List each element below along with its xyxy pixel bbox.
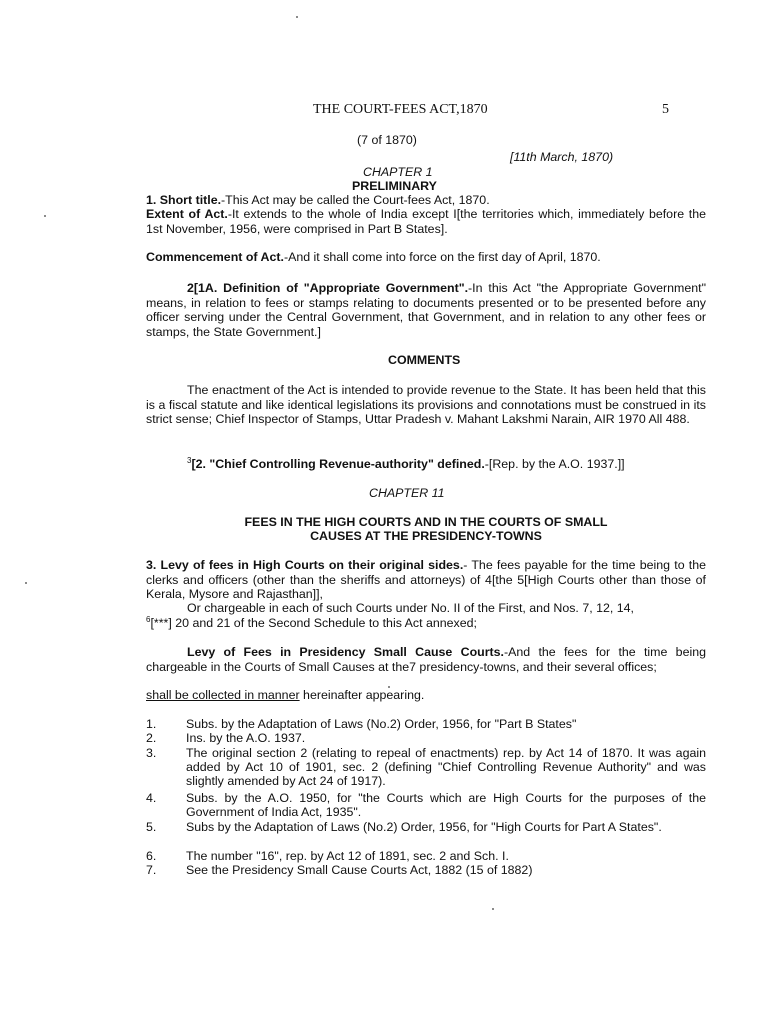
footnote-ref: 6 [146, 614, 151, 624]
section-1 [146, 193, 706, 208]
levy-paragraph [146, 645, 706, 674]
section-3-para2 [146, 601, 706, 630]
collection-underlined: shall be collected in manner [146, 688, 300, 702]
section-1a-heading: 2[1A. Definition of "Appropriate Government". [187, 281, 469, 295]
section-3-para2-a: Or chargeable in each of such Courts under No. II of the First, and Nos. 7, 12, 14, [187, 601, 634, 615]
comments-heading: COMMENTS [388, 353, 461, 367]
footnote-number: 1. [146, 717, 157, 731]
footnote-number: 3. [146, 746, 157, 760]
comments-text: The enactment of the Act is intended to provide revenue to the State. It has been held that this is a fiscal statute and like identical legislations its provisions and connotations must be construed in its strict sense; Chief Inspector of Stamps, Uttar Pradesh v. Mahant Lakshmi Narain, AIR 1970 All 488. [146, 383, 706, 427]
running-title: THE COURT-FEES ACT,1870 [313, 102, 488, 117]
chapter-2-label: CHAPTER 11 [369, 486, 445, 500]
section-heading: 1. Short title. [146, 193, 222, 207]
footnote-number: 7. [146, 863, 157, 877]
footnote-text: Subs by the Adaptation of Laws (No.2) Order, 1956, for "High Courts for Part A States". [186, 820, 662, 834]
footnote-text: Ins. by the A.O. 1937. [186, 731, 306, 745]
footnote-text: The original section 2 (relating to repeal of enactments) rep. by Act 14 of 1870. It was again added by Act 10 of 1901, sec. 2 (defining "Chief Controlling Revenue Authority" and was slightly amended by Act 24 of 1917). [186, 746, 706, 789]
section-text: -This Act may be called the Court-fees Act, 1870. [221, 193, 490, 207]
footnote-number: 5. [146, 820, 157, 834]
act-number: (7 of 1870) [357, 133, 417, 147]
footnote-number: 6. [146, 849, 157, 863]
collection-clause [146, 688, 706, 703]
commencement-text: -And it shall come into force on the first day of April, 1870. [283, 250, 601, 264]
footnote-number: 4. [146, 791, 157, 805]
collection-rest: hereinafter appearing. [299, 688, 425, 702]
chapter-title: PRELIMINARY [352, 179, 437, 193]
extent-paragraph [146, 207, 706, 236]
footnote-text: See the Presidency Small Cause Courts Act, 1882 (15 of 1882) [186, 863, 533, 877]
footnote-text: Subs. by the Adaptation of Laws (No.2) Order, 1956, for "Part B States" [186, 717, 577, 731]
chapter-label: CHAPTER 1 [363, 165, 433, 179]
chapter-2-title-line2: CAUSES AT THE PRESIDENCY-TOWNS [310, 529, 542, 543]
scan-speck [44, 215, 46, 217]
section-3 [146, 558, 706, 602]
footnote-text: The number "16", rep. by Act 12 of 1891, sec. 2 and Sch. I. [186, 849, 509, 863]
section-1a-text: -In this Act "the Appropriate Government" means, in relation to fees or stamps relating to documents presented or to be presented before any officer serving under the Central Government, that Government, and in relation to any other fees or stamps, the State Government.] [146, 281, 706, 339]
scan-speck [492, 908, 494, 910]
section-3-heading: 3. Levy of fees in High Courts on their original sides. [146, 558, 464, 572]
extent-heading: Extent of Act. [146, 207, 228, 221]
scan-speck [25, 582, 27, 584]
scan-speck [296, 16, 298, 18]
section-2-text: -[Rep. by the A.O. 1937.]] [484, 457, 625, 471]
footnote-ref: 3 [187, 455, 192, 465]
levy-heading: Levy of Fees in Presidency Small Cause Courts. [187, 645, 504, 659]
commencement-paragraph [146, 250, 706, 265]
extent-text: -It extends to the whole of India except I[the territories which, immediately before the 1st November, 1956, were comprised in Part B States]. [146, 207, 706, 236]
section-1a [146, 281, 706, 339]
levy-text: -And the fees for the time being chargeable in the Courts of Small Causes at the7 presidency-towns, and their several offices; [146, 645, 706, 674]
section-3-text: - The fees payable for the time being to the clerks and officers (other than the sheriffs and attorneys) of 4[the 5[High Courts other than those of Kerala, Mysore and Rajasthan]], [146, 558, 706, 602]
section-3-para2-b: [***] 20 and 21 of the Second Schedule to this Act annexed; [150, 615, 477, 630]
footnote-number: 2. [146, 731, 157, 745]
section-2 [187, 457, 707, 472]
act-date: [11th March, 1870) [510, 150, 614, 164]
footnote-text: Subs. by the A.O. 1950, for "the Courts which are High Courts for the purposes of the Government of India Act, 1935". [186, 791, 706, 820]
chapter-2-title-line1: FEES IN THE HIGH COURTS AND IN THE COURTS OF SMALL [244, 515, 608, 529]
commencement-heading: Commencement of Act. [146, 250, 284, 264]
page-number: 5 [662, 102, 669, 117]
section-2-heading: [2. "Chief Controlling Revenue-authority" defined. [191, 457, 485, 471]
